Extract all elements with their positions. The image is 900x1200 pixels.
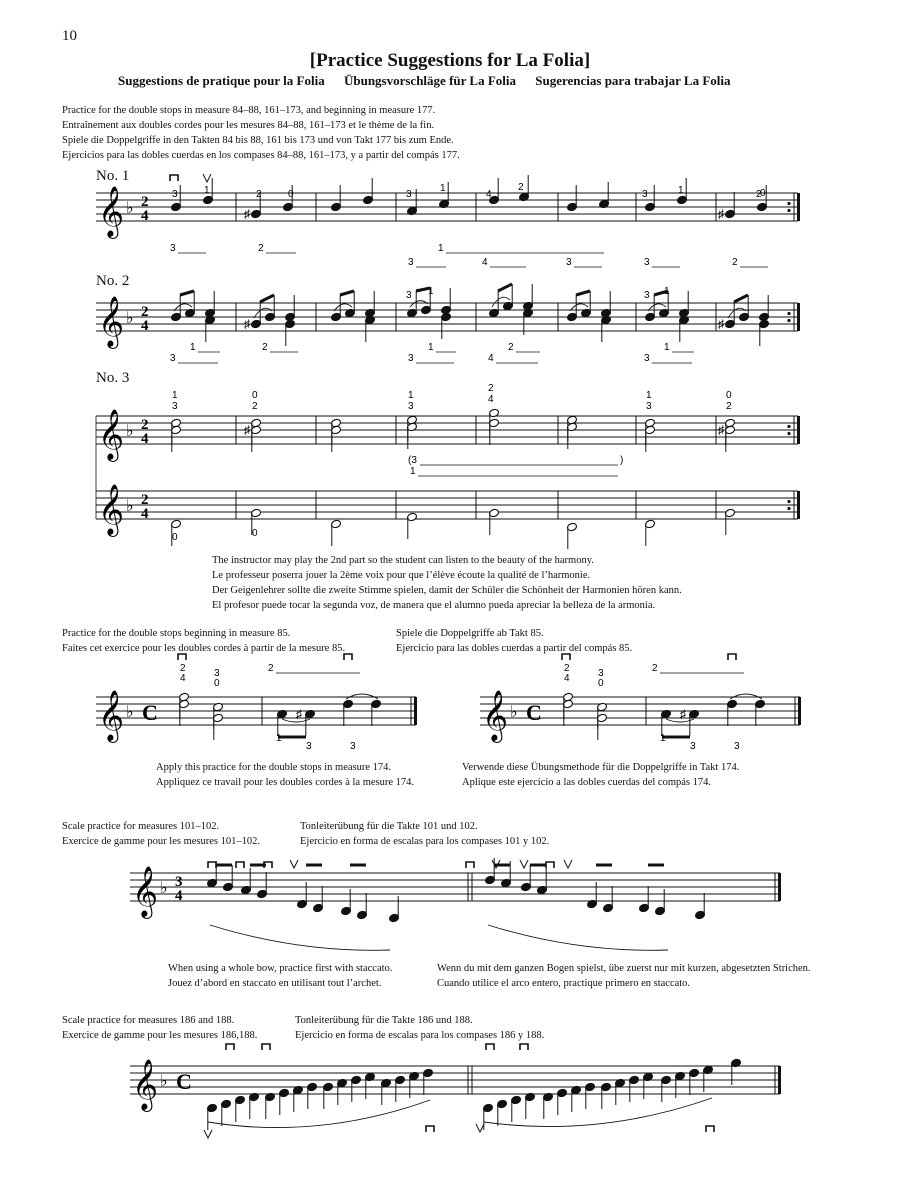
slur (210, 925, 390, 950)
up-bow-mark (203, 174, 211, 182)
fingering-number: 1 (646, 390, 652, 401)
no3-note-en: The instructor may play the 2nd part so the student can listen to the beauty of the harmony. (212, 555, 594, 566)
fingering-number: 4 (488, 353, 494, 364)
fingering-number: 1 (664, 286, 670, 297)
key-flat: ♭ (160, 880, 168, 897)
common-time: C (142, 700, 158, 725)
up-bow-mark (564, 860, 572, 868)
down-bow-mark (706, 1126, 714, 1132)
down-bow-mark (466, 862, 474, 868)
fingering-number: 4 (488, 394, 494, 405)
beam (734, 295, 748, 302)
repeat-dot (787, 312, 790, 315)
no3-note-de: Der Geigenlehrer sollte die zweite Stimme spielen, damit der Schüler die Schönheit der Harmonien hören kann. (212, 585, 682, 596)
key-flat: ♭ (126, 498, 134, 515)
wholebow-left-line: Jouez d’abord en staccato en utilisant tout l’archet. (168, 978, 382, 989)
key-flat: ♭ (160, 1073, 168, 1090)
time-signature-top: 2 (141, 194, 149, 210)
intro-es: Ejercicios para las dobles cuerdas en los compases 84–88, 161–173, y a partir del compás 177. (62, 150, 460, 161)
beam (180, 291, 194, 295)
fingering-number: 1 (438, 243, 444, 254)
fingering-number: 3 (646, 401, 652, 412)
fingering-number: 3 (598, 668, 604, 679)
fingering-number: 3 (566, 257, 572, 268)
fingering-number: 4 (180, 673, 186, 684)
no3-note-es: El profesor puede tocar la segunda voz, de manera que el alumno pueda apreciar la belleza de la armonía. (212, 600, 656, 611)
key-flat: ♭ (126, 704, 134, 721)
m174-left-line: Apply this practice for the double stops in measure 174. (156, 762, 392, 773)
fingering-number: 3 (170, 243, 176, 254)
label-no1: No. 1 (96, 168, 130, 184)
m85-right-line: Ejercicio para las dobles cuerdas a partir del compás 85. (396, 643, 633, 654)
label-no2: No. 2 (96, 273, 130, 289)
sharp-sign: ♯ (244, 317, 250, 331)
down-bow-mark (170, 175, 178, 181)
treble-clef: 𝄞 (132, 1060, 159, 1109)
no3-note-fr: Le professeur poserra jouer la 2ème voix pour que l’élève écoute la qualité de l’harmonie. (212, 570, 591, 581)
fingering-number: 0 (598, 678, 604, 689)
final-barline (778, 1066, 781, 1094)
sharp-sign: ♯ (244, 207, 250, 221)
time-signature-top: 2 (141, 417, 149, 433)
m174-right-line: Aplique este ejercicio a las dobles cuerdas del compás 174. (462, 777, 711, 788)
fingering-number: 2 (652, 663, 658, 674)
sharp-sign: ♯ (718, 207, 724, 221)
common-time: C (176, 1069, 192, 1094)
down-bow-mark (178, 654, 186, 660)
up-bow-mark (290, 860, 298, 868)
m85-left-line: Practice for the double stops beginning in measure 85. (62, 628, 291, 639)
fingering-number: 2 (488, 383, 494, 394)
fingering-number: 2 (262, 342, 268, 353)
fingering-number: 3 (734, 741, 740, 752)
scale101-left-line: Scale practice for measures 101–102. (62, 821, 220, 832)
fingering-number: 3 (408, 353, 414, 364)
slur (730, 694, 762, 699)
up-bow-mark (204, 1130, 212, 1138)
sharp-sign: ♯ (680, 707, 686, 721)
down-bow-mark (208, 862, 216, 868)
scale101-left-line: Exercice de gamme pour les mesures 101–102. (62, 836, 260, 847)
fingering-number: 0 (288, 189, 294, 200)
down-bow-mark (728, 654, 736, 660)
fingering-number: 0 (214, 678, 220, 689)
down-bow-mark (344, 654, 352, 660)
final-barline (797, 303, 800, 331)
fingering-number: 1 (440, 183, 446, 194)
repeat-dot (787, 500, 790, 503)
up-bow-mark (476, 1124, 484, 1132)
intro-fr: Entraînement aux doubles cordes pour les mesures 84–88, 161–173 et le thème de la fin. (62, 120, 435, 131)
fingering-number: 3 (406, 189, 412, 200)
fingering-number: 3 (172, 189, 178, 200)
sharp-sign: ♯ (244, 423, 250, 437)
fingering-number: 0 (760, 188, 766, 199)
treble-clef: 𝄞 (98, 187, 125, 236)
fingering-number: 1 (678, 185, 684, 196)
subtitle-de: Übungsvorschläge für La Folia (343, 73, 516, 88)
fingering-number: 3 (408, 257, 414, 268)
fingering-number: 2 (256, 189, 262, 200)
final-barline (414, 697, 417, 725)
repeat-dot (787, 425, 790, 428)
scale186-left-line: Exercice de gamme pour les mesures 186,188. (62, 1030, 258, 1041)
sharp-sign: ♯ (718, 317, 724, 331)
repeat-dot (787, 319, 790, 322)
treble-clef: 𝄞 (98, 485, 125, 534)
repeat-dot (787, 507, 790, 510)
intro-de: Spiele die Doppelgriffe in den Takten 84 bis 88, 161 bis 173 und von Takt 177 bis zum Ende. (62, 135, 454, 146)
up-bow-mark (520, 860, 528, 868)
beam (340, 291, 354, 295)
page-title: [Practice Suggestions for La Folia] (309, 50, 591, 71)
down-bow-mark (520, 1044, 528, 1050)
page-number: 10 (62, 28, 77, 44)
final-barline (797, 193, 800, 221)
fingering-number: 0 (252, 528, 258, 539)
treble-clef: 𝄞 (98, 410, 125, 459)
time-signature-top: 2 (141, 492, 149, 508)
slur (488, 925, 668, 950)
fingering-number: 4 (486, 189, 492, 200)
final-barline (797, 416, 800, 444)
fingering-number: 0 (726, 390, 732, 401)
wholebow-right-line: Wenn du mit dem ganzen Bogen spielst, übe zuerst nur mit kurzen, abgesetzten Strichen. (437, 963, 811, 974)
fingering-number: 2 (268, 663, 274, 674)
scale101-right-line: Tonleiterübung für die Takte 101 und 102. (300, 821, 478, 832)
down-bow-mark (546, 862, 554, 868)
fingering-number: 3 (408, 401, 414, 412)
time-signature-bottom: 4 (141, 318, 149, 334)
final-barline (778, 873, 781, 901)
fingering-number: 1 (276, 733, 282, 744)
down-bow-mark (262, 1044, 270, 1050)
key-flat: ♭ (126, 310, 134, 327)
scale186-right-line: Tonleiterübung für die Takte 186 und 188. (295, 1015, 473, 1026)
fingering-number: 2 (258, 243, 264, 254)
down-bow-mark (236, 862, 244, 868)
fingering-number: 1 (408, 390, 414, 401)
fingering-number: 1 (428, 342, 434, 353)
time-signature-bottom: 4 (175, 888, 183, 904)
treble-clef: 𝄞 (482, 691, 509, 740)
treble-clef: 𝄞 (132, 867, 159, 916)
fingering-number: 3 (644, 290, 650, 301)
time-signature-bottom: 4 (141, 208, 149, 224)
repeat-dot (787, 202, 790, 205)
fingering-number: 3 (644, 353, 650, 364)
scale101-right-line: Ejercicio en forma de escalas para los compases 101 y 102. (300, 836, 550, 847)
final-barline (797, 491, 800, 519)
fingering-number: 1 (410, 466, 416, 477)
fingering-number: 0 (252, 390, 258, 401)
slur (208, 1100, 430, 1128)
scale186-right-line: Ejercicio en forma de escalas para los compases 186 y 188. (295, 1030, 545, 1041)
fingering-number: 3 (306, 741, 312, 752)
fingering-number: 2 (732, 257, 738, 268)
treble-clef: 𝄞 (98, 691, 125, 740)
fingering-number: 2 (508, 342, 514, 353)
fingering-number: 3 (350, 741, 356, 752)
fingering-number: 1 (172, 390, 178, 401)
m174-left-line: Appliquez ce travail pour les doubles cordes à la mesure 174. (156, 777, 415, 788)
fingering-number: 1 (664, 342, 670, 353)
beam (576, 291, 590, 295)
time-signature-bottom: 4 (141, 506, 149, 522)
fingering-number: 3 (170, 353, 176, 364)
down-bow-mark (486, 1044, 494, 1050)
final-barline (798, 697, 801, 725)
key-flat: ♭ (126, 200, 134, 217)
sharp-sign: ♯ (296, 707, 302, 721)
wholebow-right-line: Cuando utilice el arco entero, practique primero en staccato. (437, 978, 691, 989)
treble-clef: 𝄞 (98, 297, 125, 346)
fingering-number: 1 (204, 185, 210, 196)
fingering-number: 1 (428, 286, 434, 297)
fingering-number: (3 (408, 455, 417, 466)
down-bow-mark (562, 654, 570, 660)
fingering-number: 3 (214, 668, 220, 679)
fingering-number: 3 (644, 257, 650, 268)
fingering-number: ) (620, 455, 624, 466)
label-no3: No. 3 (96, 370, 130, 386)
m174-right-line: Verwende diese Übungsmethode für die Doppelgriffe in Takt 174. (462, 762, 740, 773)
scale186-left-line: Scale practice for measures 186 and 188. (62, 1015, 235, 1026)
key-flat: ♭ (126, 423, 134, 440)
fingering-number: 2 (518, 182, 524, 193)
fingering-number: 2 (726, 401, 732, 412)
fingering-number: 3 (172, 401, 178, 412)
key-flat: ♭ (510, 704, 518, 721)
fingering-number: 3 (406, 290, 412, 301)
time-signature-bottom: 4 (141, 431, 149, 447)
fingering-number: 2 (180, 663, 186, 674)
m85-right-line: Spiele die Doppelgriffe ab Takt 85. (396, 628, 544, 639)
down-bow-mark (226, 1044, 234, 1050)
fingering-number: 4 (482, 257, 488, 268)
common-time: C (526, 700, 542, 725)
fingering-number: 1 (190, 342, 196, 353)
fingering-number: 2 (756, 189, 762, 200)
beam (498, 284, 512, 291)
fingering-number: 3 (690, 741, 696, 752)
time-signature-top: 3 (175, 874, 183, 890)
intro-en: Practice for the double stops in measure 84–88, 161–173, and beginning in measure 177. (62, 105, 436, 116)
fingering-number: 1 (660, 733, 666, 744)
fingering-number: 0 (172, 532, 178, 543)
time-signature-top: 2 (141, 304, 149, 320)
sharp-sign: ♯ (718, 423, 724, 437)
m85-left-line: Faites cet exercice pour les doubles cordes à partir de la mesure 85. (62, 643, 346, 654)
down-bow-mark (426, 1126, 434, 1132)
fingering-number: 2 (564, 663, 570, 674)
fingering-number: 4 (564, 673, 570, 684)
fingering-number: 2 (252, 401, 258, 412)
beam (260, 295, 274, 302)
subtitle-es: Sugerencias para trabajar La Folia (535, 73, 731, 88)
subtitle-fr: Suggestions de pratique pour la Folia (118, 73, 325, 88)
fingering-number: 3 (642, 189, 648, 200)
slur (410, 301, 428, 307)
repeat-dot (787, 209, 790, 212)
repeat-dot (787, 432, 790, 435)
slur (346, 694, 378, 699)
wholebow-left-line: When using a whole bow, practice first with staccato. (168, 963, 393, 974)
